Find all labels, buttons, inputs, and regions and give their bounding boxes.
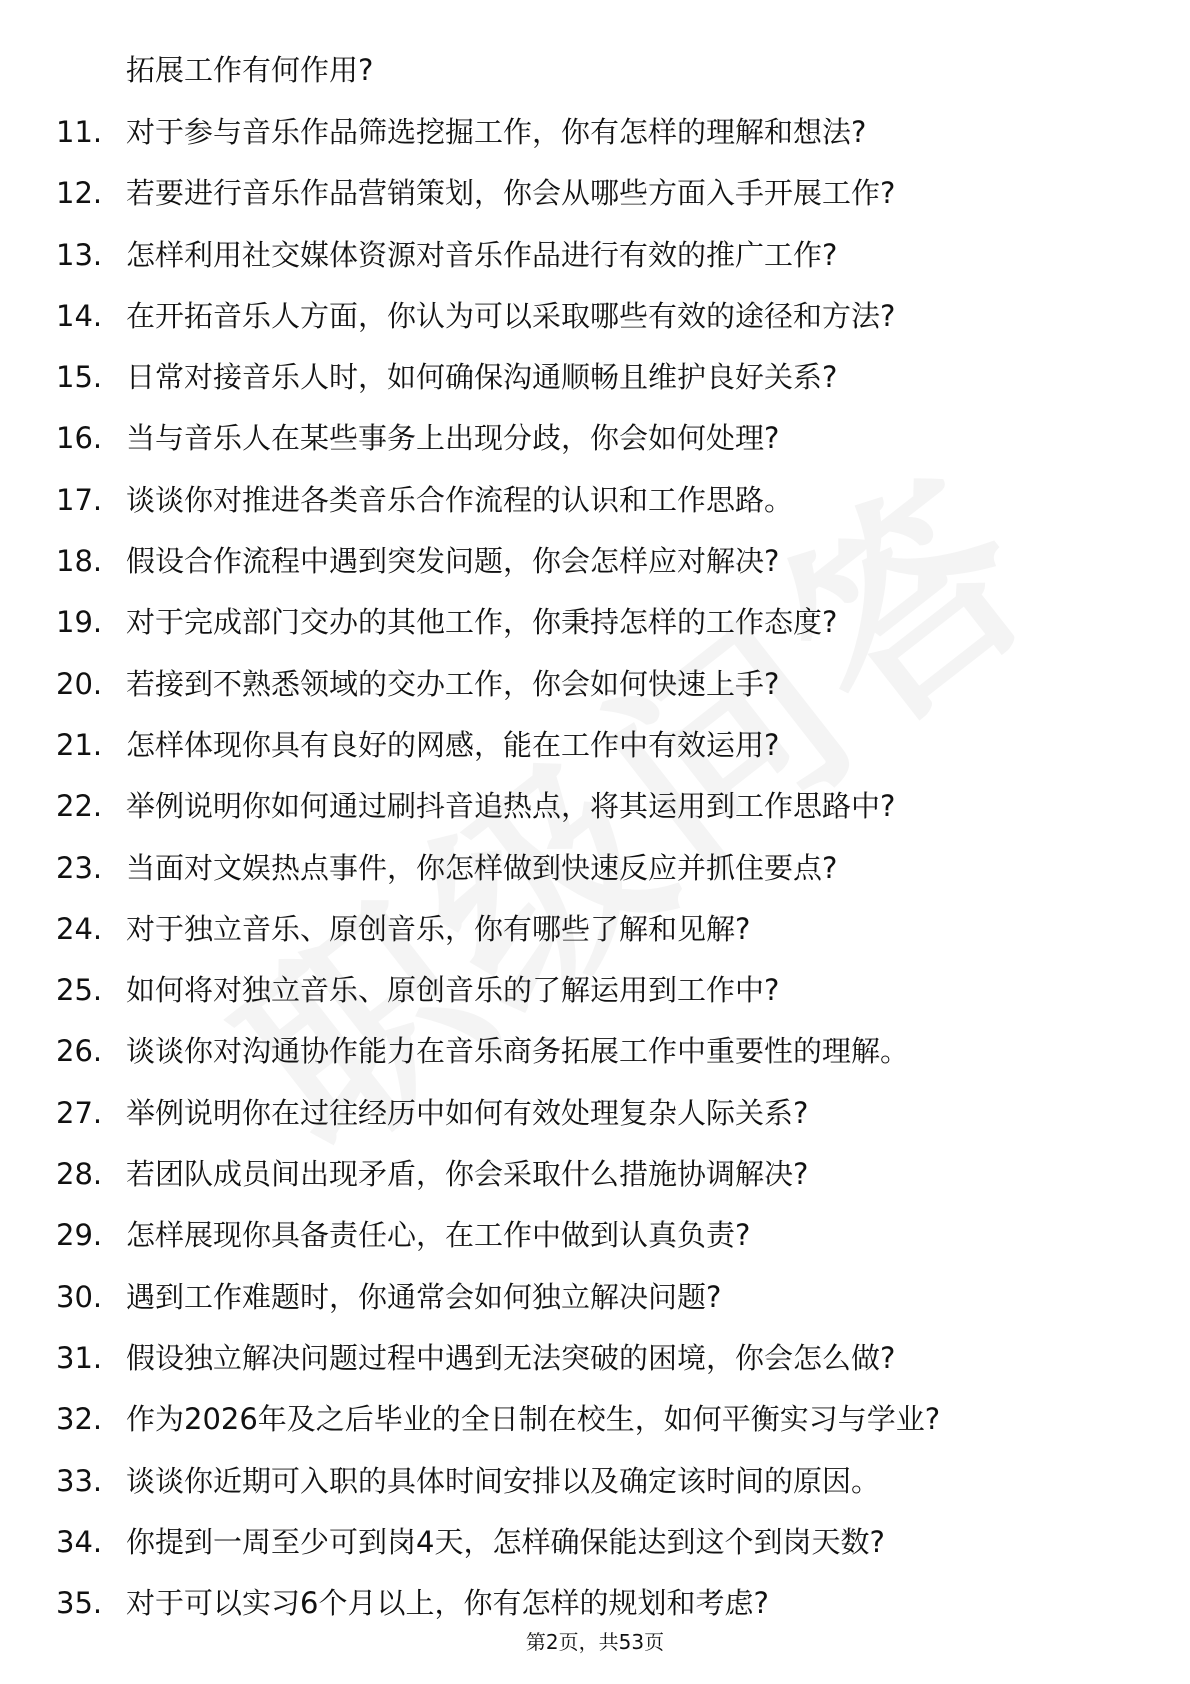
question-number: 29. xyxy=(56,1218,103,1253)
list-item xyxy=(0,1154,1190,1215)
continuation-text: 拓展工作有何作用? xyxy=(126,53,374,87)
question-text: 怎样体现你具有良好的网感，能在工作中有效运用? xyxy=(126,727,780,762)
question-number: 23. xyxy=(56,850,103,885)
list-item xyxy=(0,602,1190,663)
list-item xyxy=(0,1031,1190,1092)
question-text: 怎样利用社交媒体资源对音乐作品进行有效的推广工作? xyxy=(126,237,838,272)
list-item xyxy=(0,480,1190,541)
question-number: 25. xyxy=(56,973,103,1008)
question-text: 谈谈你对沟通协作能力在音乐商务拓展工作中重要性的理解。 xyxy=(126,1034,910,1069)
list-item xyxy=(0,909,1190,970)
question-number: 16. xyxy=(56,421,103,456)
list-item xyxy=(0,970,1190,1031)
question-text: 若团队成员间出现矛盾，你会采取什么措施协调解决? xyxy=(126,1157,809,1192)
question-number: 20. xyxy=(56,666,103,701)
list-item xyxy=(0,235,1190,296)
question-number: 11. xyxy=(56,115,103,149)
question-number: 33. xyxy=(56,1463,103,1498)
list-item xyxy=(0,1461,1190,1522)
question-number: 15. xyxy=(56,360,103,395)
question-number: 24. xyxy=(56,911,103,946)
question-text: 谈谈你对推进各类音乐合作流程的认识和工作思路。 xyxy=(126,482,794,517)
question-text: 作为2026年及之后毕业的全日制在校生，如何平衡实习与学业? xyxy=(126,1402,941,1437)
question-number: 17. xyxy=(56,482,103,517)
list-item xyxy=(0,541,1190,602)
page-footer: 第2页，共53页 xyxy=(525,1630,665,1654)
question-number: 21. xyxy=(56,727,103,762)
question-text: 对于参与音乐作品筛选挖掘工作，你有怎样的理解和想法? xyxy=(126,115,867,149)
question-text: 遇到工作难题时，你通常会如何独立解决问题? xyxy=(126,1279,722,1314)
question-number: 35. xyxy=(56,1586,103,1621)
question-number: 34. xyxy=(56,1524,103,1559)
list-item xyxy=(0,786,1190,847)
question-text: 谈谈你近期可入职的具体时间安排以及确定该时间的原因。 xyxy=(126,1463,881,1498)
list-item xyxy=(0,112,1190,173)
question-number: 18. xyxy=(56,544,103,579)
list-item xyxy=(0,664,1190,725)
question-text: 怎样展现你具备责任心，在工作中做到认真负责? xyxy=(126,1218,751,1253)
question-text: 对于完成部门交办的其他工作，你秉持怎样的工作态度? xyxy=(126,605,838,640)
list-item xyxy=(0,418,1190,479)
question-number: 13. xyxy=(56,237,103,272)
question-number: 12. xyxy=(56,176,103,211)
list-item xyxy=(0,1277,1190,1338)
question-text: 对于可以实习6个月以上，你有怎样的规划和考虑? xyxy=(126,1586,769,1621)
list-item xyxy=(0,173,1190,234)
list-item xyxy=(0,1215,1190,1276)
question-number: 14. xyxy=(56,298,103,333)
question-text: 举例说明你在过往经历中如何有效处理复杂人际关系? xyxy=(126,1095,809,1130)
list-item xyxy=(0,1522,1190,1583)
question-text: 若接到不熟悉领域的交办工作，你会如何快速上手? xyxy=(126,666,780,701)
list-item xyxy=(0,296,1190,357)
question-number: 27. xyxy=(56,1095,103,1130)
question-list xyxy=(0,112,1190,1644)
list-item xyxy=(0,357,1190,418)
question-number: 19. xyxy=(56,605,103,640)
question-number: 22. xyxy=(56,789,103,824)
question-text: 举例说明你如何通过刷抖音追热点，将其运用到工作思路中? xyxy=(126,789,896,824)
list-item xyxy=(0,1399,1190,1460)
list-item xyxy=(0,725,1190,786)
question-text: 对于独立音乐、原创音乐，你有哪些了解和见解? xyxy=(126,911,751,946)
question-number: 26. xyxy=(56,1034,103,1069)
question-text: 当与音乐人在某些事务上出现分歧，你会如何处理? xyxy=(126,421,780,456)
question-text: 在开拓音乐人方面，你认为可以采取哪些有效的途径和方法? xyxy=(126,298,896,333)
question-number: 32. xyxy=(56,1402,103,1437)
list-item xyxy=(0,1093,1190,1154)
question-text: 假设合作流程中遇到突发问题，你会怎样应对解决? xyxy=(126,544,780,579)
question-text: 你提到一周至少可到岗4天，怎样确保能达到这个到岗天数? xyxy=(126,1524,885,1559)
question-text: 日常对接音乐人时，如何确保沟通顺畅且维护良好关系? xyxy=(126,360,838,395)
question-number: 31. xyxy=(56,1340,103,1375)
question-text: 当面对文娱热点事件，你怎样做到快速反应并抓住要点? xyxy=(126,850,838,885)
list-item xyxy=(0,848,1190,909)
question-text: 如何将对独立音乐、原创音乐的了解运用到工作中? xyxy=(126,973,780,1008)
question-number: 30. xyxy=(56,1279,103,1314)
list-item xyxy=(0,1338,1190,1399)
question-text: 若要进行音乐作品营销策划，你会从哪些方面入手开展工作? xyxy=(126,176,896,211)
question-number: 28. xyxy=(56,1157,103,1192)
question-text: 假设独立解决问题过程中遇到无法突破的困境，你会怎么做? xyxy=(126,1340,896,1375)
